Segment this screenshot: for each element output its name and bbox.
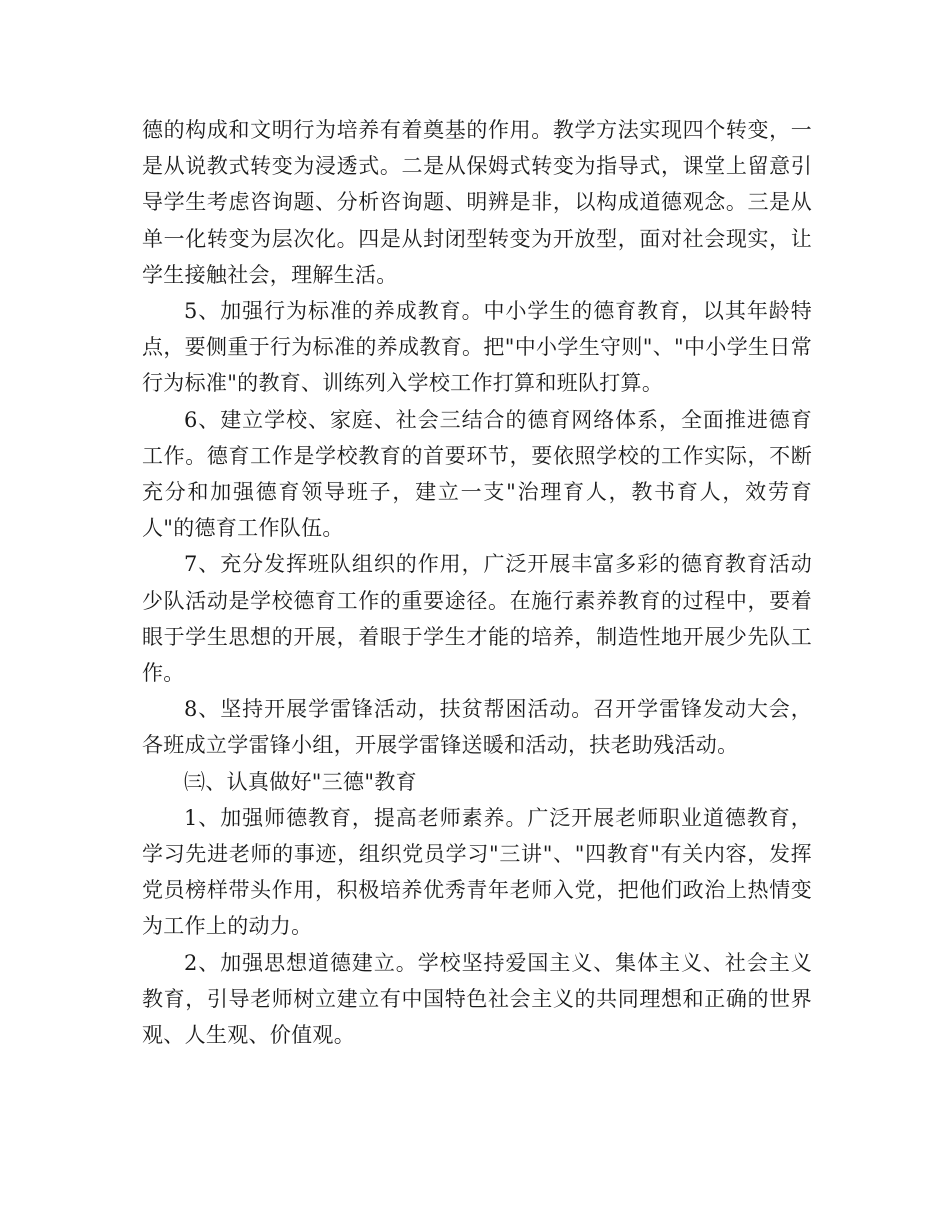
paragraph-item-1: 1、加强师德教育，提高老师素养。广泛开展老师职业道德教育，学习先进老师的事迹，组织党员学习"三讲"、"四教育"有关内容，发挥党员榜样带头作用，积极培养优秀青年老师入党，把他们政治上热情变为工作上的动力。 — [142, 805, 812, 939]
paragraph-item-6: 6、建立学校、家庭、社会三结合的德育网络体系，全面推进德育工作。德育工作是学校教育的首要环节，要依照学校的工作实际，不断充分和加强德育领导班子，建立一支"治理育人，教书育人，效劳育人"的德育工作队伍。 — [142, 407, 812, 541]
paragraph-item-8: 8、坚持开展学雷锋活动，扶贫帮困活动。召开学雷锋发动大会，各班成立学雷锋小组，开展学雷锋送暖和活动，扶老助残活动。 — [142, 697, 812, 758]
paragraph-item-2: 2、加强思想道德建立。学校坚持爱国主义、集体主义、社会主义教育，引导老师树立建立有中国特色社会主义的共同理想和正确的世界观、人生观、价值观。 — [142, 950, 812, 1048]
section-heading-three-virtues: ㈢、认真做好"三德"教育 — [184, 769, 417, 794]
paragraph-continuation: 德的构成和文明行为培养有着奠基的作用。教学方法实现四个转变，一是从说教式转变为浸透式。二是从保姆式转变为指导式，课堂上留意引导学生考虑咨询题、分析咨询题、明辨是非，以构成道德观念。三是从单一化转变为层次化。四是从封闭型转变为开放型，面对社会现实，让学生接触社会，理解生活。 — [142, 118, 812, 287]
paragraph-item-7: 7、充分发挥班队组织的作用，广泛开展丰富多彩的德育教育活动少队活动是学校德育工作的重要途径。在施行素养教育的过程中，要着眼于学生思想的开展，着眼于学生才能的培养，制造性地开展少先队工作。 — [142, 552, 812, 686]
paragraph-item-5: 5、加强行为标准的养成教育。中小学生的德育教育，以其年龄特点，要侧重于行为标准的养成教育。把"中小学生守则"、"中小学生日常行为标准"的教育、训练列入学校工作打算和班队打算。 — [142, 299, 812, 396]
document-body — [142, 112, 812, 1053]
